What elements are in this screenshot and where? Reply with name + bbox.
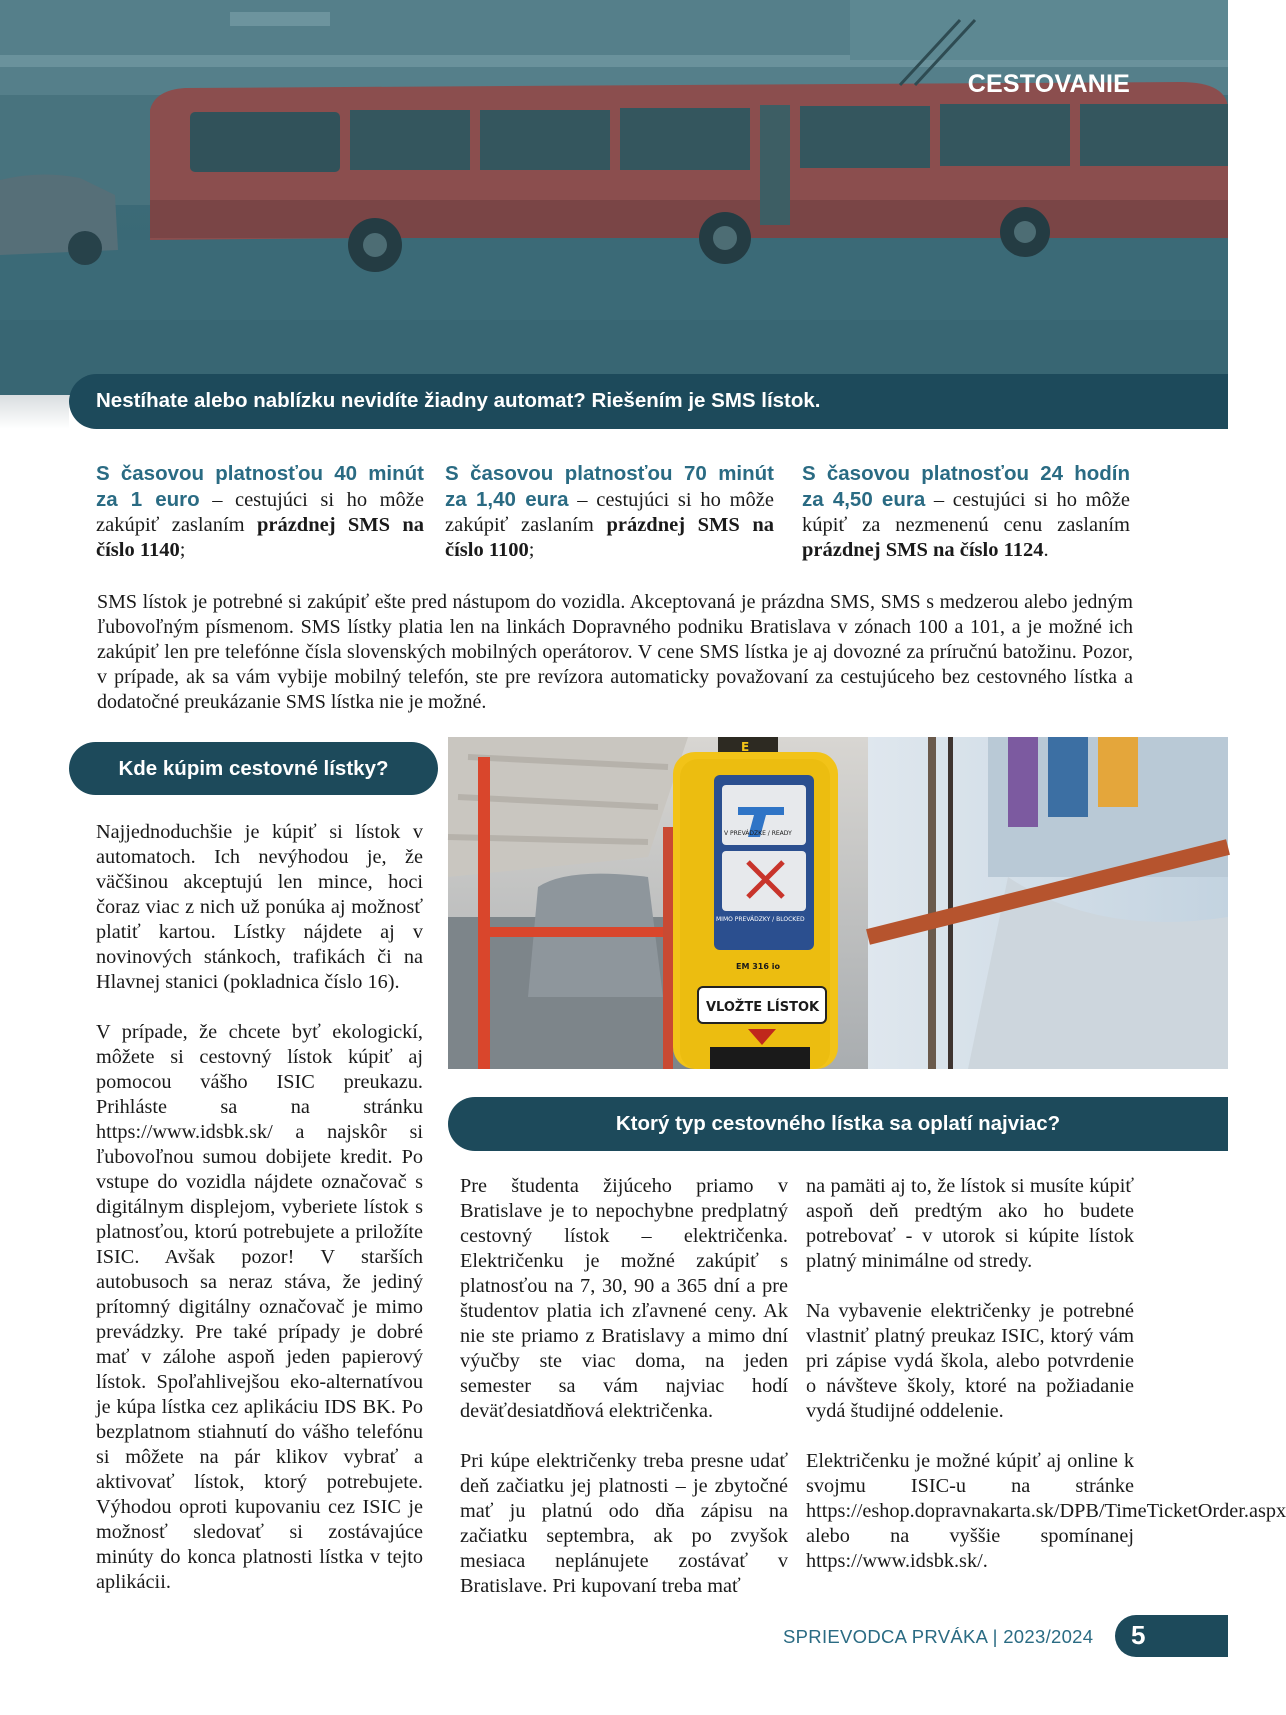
- typ-paragraph: Pri kúpe električenky treba presne udať deň začiatku jej platnosti – je zbytočné mať ju platnú odo dňa zápisu na začiatku septembra, ak po zvyšok mesiaca neplánujete zostávať v Bratislave. Pri kupovaní treba mať: [460, 1450, 788, 1597]
- typ-paragraph: Pre študenta žijúceho priamo v Bratislave je to nepochybne predplatný cestovný lístok – električenka. Električenku je možné zakúpiť s platnosťou na 7, 30, 90 a 365 dní a pre študentov platia ich zľavnené ceny. Ak nie ste priamo z Bratislavy a mimo dní výučby ste viac doma, na jeden semester sa vám najviac hodí deväťdesiatdňová električenka.: [460, 1175, 788, 1422]
- divider-shadow: [0, 395, 69, 429]
- section-tag: CESTOVANIE: [967, 70, 1130, 98]
- option-end: ;: [179, 539, 186, 561]
- typ-paragraph: Električenku je možné kúpiť aj online k svojmu ISIC-u na stránke https://eshop.dopravnakarta.sk/DPB/TimeTicketOrder.aspx alebo na vyššie spomínanej https://www.idsbk.sk/.: [806, 1450, 1286, 1572]
- sms-banner-text: Nestíhate alebo nablízku nevidíte žiadny automat? Riešením je SMS lístok.: [96, 389, 821, 412]
- option-bold: prázdnej SMS na číslo 1140: [96, 514, 424, 561]
- option-text: – cestujúci si ho môže zakúpiť zaslaním: [96, 489, 424, 536]
- sms-option-70min: [445, 461, 774, 563]
- typ-body-left: [460, 1174, 788, 1624]
- page-number: 5: [1131, 1620, 1146, 1650]
- sms-note: SMS lístok je potrebné si zakúpiť ešte pred nástupom do vozidla. Akceptovaná je prázdna SMS, SMS s medzerou alebo jedným ľubovoľným písmenom. SMS lístky platia len na linkách Dopravného podniku Bratislava v zónach 100 a 101, a je možné ich zakúpiť len pre telefónne čísla slovenských mobilných operátorov. V cene SMS lístka je aj dovozné za príručnú batožinu. Pozor, v prípade, ak sa vám vybije mobilný telefón, ste pre revízora automaticky považovaní za cestujúceho bez cestovného lístka a dodatočné preukázanie SMS lístka nie je možné.: [97, 591, 1133, 713]
- footer-title: SPRIEVODCA PRVÁKA | 2023/2024: [783, 1626, 1094, 1647]
- option-highlight: S časovou platnosťou 40 minút za 1 euro: [96, 462, 424, 511]
- typ-paragraph: na pamäti aj to, že lístok si musíte kúpiť aspoň deň predtým ako ho budete potrebovať - v utorok si kúpite lístok platný minimálne od stredy.: [806, 1175, 1134, 1272]
- page-number-tab: [1115, 1615, 1228, 1657]
- hero-image: [0, 0, 1228, 395]
- option-bold: prázdnej SMS na číslo 1124: [802, 539, 1044, 561]
- option-bold: prázdnej SMS na číslo 1100: [445, 514, 774, 561]
- status-blocked-label: MIMO PREVÁDZKY / BLOCKED: [716, 916, 805, 923]
- trolleybus-illustration: [0, 0, 1228, 395]
- validator-photo: [448, 737, 1228, 1069]
- option-highlight: S časovou platnosťou 70 minút za 1,40 eura: [445, 462, 774, 511]
- sms-banner: [69, 374, 1228, 429]
- sms-option-24h: [802, 461, 1130, 563]
- model-label: EM 316 io: [736, 962, 780, 971]
- validator-top-letter: E: [741, 740, 750, 754]
- option-end: .: [1043, 539, 1049, 561]
- option-highlight: S časovou platnosťou 24 hodín za 4,50 eura: [802, 462, 1130, 511]
- option-text: – cestujúci si ho môže zakúpiť zaslaním: [445, 489, 774, 536]
- validator-label: VLOŽTE LÍSTOK: [706, 1000, 820, 1015]
- kde-paragraph: V prípade, že chcete byť ekologickí, môžete si cestovný lístok kúpiť aj pomocou vášho ISIC preukazu. Prihláste sa na stránku https://www.idsbk.sk/ a najskôr si ľubovoľnou sumou dobijete kredit. Po vstupe do vozidla nájdete označovač s digitálnym displejom, vyberiete lístok s platnosťou, ktorú potrebujete a priložíte ISIC. Avšak pozor! V starších autobusoch sa neraz stáva, že jediný prítomný digitálny označovač je mimo prevádzky. Pre také prípady je dobré mať v zálohe aspoň jeden papierový lístok. Spoľahlivejšou eko-alternatívou je kúpa lístka cez aplikáciu IDS BK. Po bezplatnom stiahnutí do vášho telefónu si môžete na pár klikov vybrať a aktivovať lístok, ktorý potrebujete. Výhodou oproti kupovaniu cez ISIC je možnosť sledovať si zostávajúce minúty do konca platnosti lístka v tejto aplikácii.: [96, 1021, 423, 1593]
- typ-body-right: [806, 1174, 1286, 1599]
- status-ready-label: V PREVÁDZKE / READY: [724, 830, 792, 837]
- validator-illustration: [448, 737, 1228, 1069]
- kde-body: [96, 820, 423, 1620]
- option-end: ;: [528, 539, 535, 561]
- sms-option-40min: [96, 461, 424, 563]
- option-text: – cestujúci si ho môže kúpiť za nezmenenú cenu zaslaním: [802, 489, 1130, 536]
- typ-paragraph: Na vybavenie električenky je potrebné vlastniť platný preukaz ISIC, ktorý vám pri zápise vydá škola, alebo potvrdenie o návšteve školy, ktoré na požiadanie vydá študijné oddelenie.: [806, 1300, 1134, 1422]
- kde-heading: Kde kúpim cestovné lístky?: [69, 742, 438, 795]
- kde-paragraph: Najjednoduchšie je kúpiť si lístok v automatoch. Ich nevýhodou je, že väčšinou akceptujú len mince, hoci čoraz viac z nich už ponúka aj možnosť platiť kartou. Lístky nájdete aj v novinových stánkoch, trafikách či na Hlavnej stanici (pokladnica číslo 16).: [96, 821, 423, 993]
- typ-heading: Ktorý typ cestovného lístka sa oplatí najviac?: [448, 1097, 1228, 1151]
